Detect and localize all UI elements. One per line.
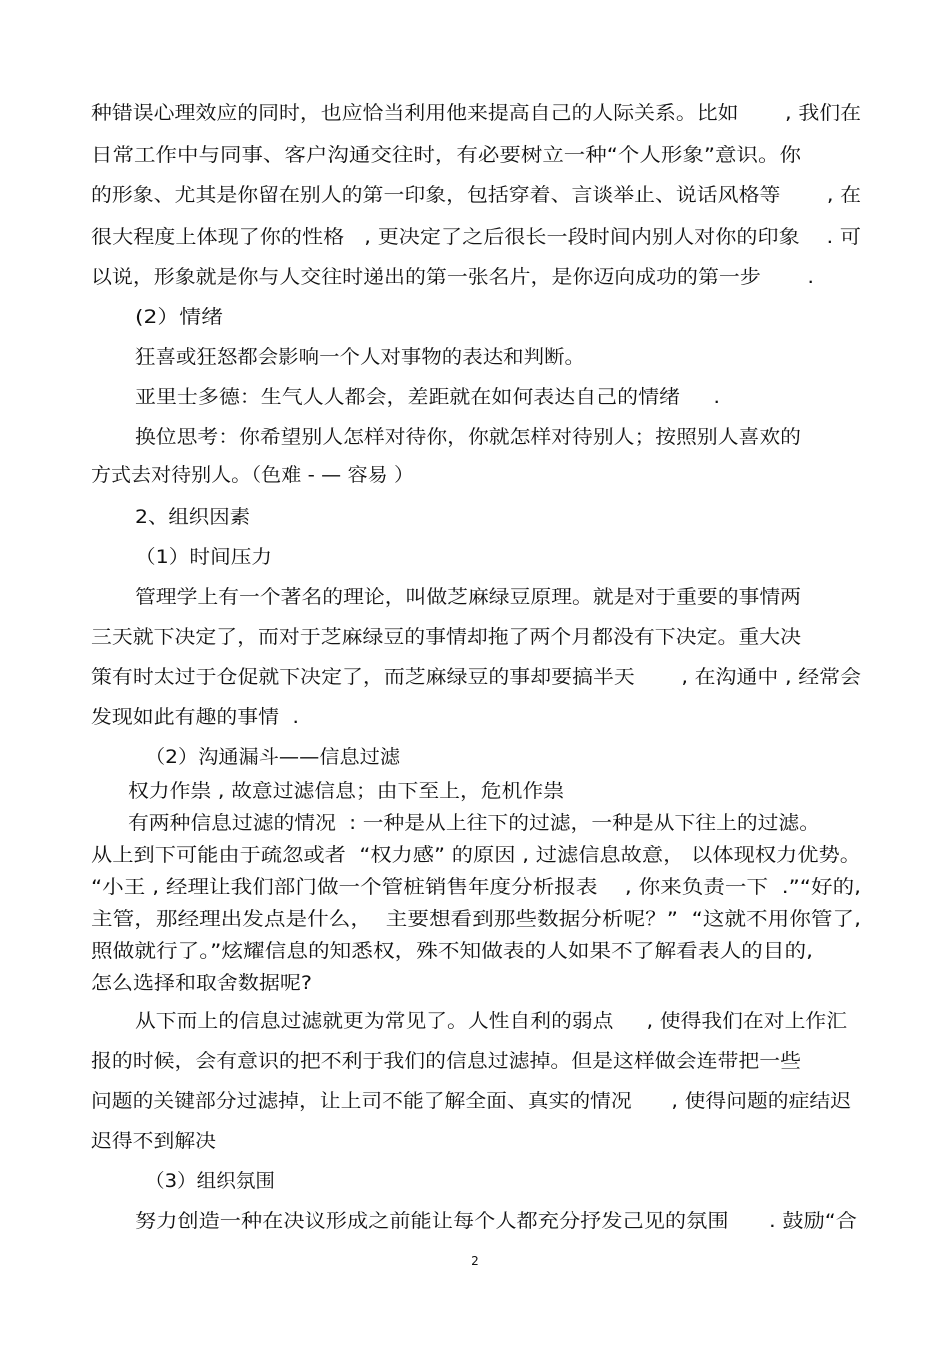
body-text-line: 迟得不到解决 xyxy=(91,1130,216,1152)
body-text-line: 报的时候，会有意识的把不利于我们的信息过滤掉。但是这样做会连带把一些 xyxy=(91,1050,802,1072)
body-text-line: 努力创造一种在决议形成之前能让每个人都充分抒发己见的氛围 . 鼓励“合 xyxy=(135,1210,857,1232)
body-text-line: 换位思考：你希望别人怎样对待你，你就怎样对待别人；按照别人喜欢的 xyxy=(135,426,801,448)
body-text-line: 权力作祟 , 故意过滤信息；由下至上，危机作祟 xyxy=(128,780,564,802)
body-text-line: 从下而上的信息过滤就更为常见了。人性自利的弱点 , 使得我们在对上作汇 xyxy=(135,1010,847,1032)
body-text-line: 种错误心理效应的同时，也应恰当利用他来提高自己的人际关系。比如 , 我们在 xyxy=(91,102,861,124)
section-heading: 2、组织因素 xyxy=(135,506,250,528)
section-heading: （2）沟通漏斗——信息过滤 xyxy=(145,746,400,768)
section-heading: （3）组织氛围 xyxy=(145,1170,275,1192)
body-text-line: 狂喜或狂怒都会影响一个人对事物的表达和判断。 xyxy=(135,346,585,368)
body-text-line: 以说，形象就是你与人交往时递出的第一张名片，是你迈向成功的第一步 . xyxy=(91,266,814,288)
section-heading: （1）时间压力 xyxy=(135,546,272,568)
body-text-line: 很大程度上体现了你的性格 , 更决定了之后很长一段时间内别人对你的印象 . 可 xyxy=(91,226,861,248)
body-text-line: 日常工作中与同事、客户沟通交往时，有必要树立一种“个人形象”意识。你 xyxy=(91,144,801,166)
body-text-line: 管理学上有一个著名的理论，叫做芝麻绿豆原理。就是对于重要的事情两 xyxy=(135,586,801,608)
body-text-line: “小王 , 经理让我们部门做一个管桩销售年度分析报表 , 你来负责一下 .”“好的, xyxy=(91,876,862,898)
body-text-line: 怎么选择和取舍数据呢? xyxy=(91,972,312,994)
page-number: 2 xyxy=(471,1254,479,1268)
body-text-line: 照做就行了。”炫耀信息的知悉权，殊不知做表的人如果不了解看表人的目的, xyxy=(91,940,813,962)
body-text-line: 有两种信息过滤的情况 : 一种是从上往下的过滤，一种是从下往上的过滤。 xyxy=(128,812,821,834)
section-heading: (2）情绪 xyxy=(135,306,223,328)
body-text-line: 从上到下可能由于疏忽或者 “权力感” 的原因 , 过滤信息故意， 以体现权力优势。 xyxy=(91,844,861,866)
body-text-line: 策有时太过于仓促就下决定了，而芝麻绿豆的事却要搞半天 , 在沟通中 , 经常会 xyxy=(91,666,861,688)
body-text-line: 的形象、尤其是你留在别人的第一印象，包括穿着、言谈举止、说话风格等 , 在 xyxy=(91,184,861,206)
body-text-line: 三天就下决定了，而对于芝麻绿豆的事情却拖了两个月都没有下决定。重大决 xyxy=(91,626,802,648)
body-text-line: 方式去对待别人。（色难 - — 容易 ） xyxy=(91,464,414,486)
body-text-line: 主管，那经理出发点是什么， 主要想看到那些数据分析呢？” “这就不用你管了, xyxy=(91,908,861,930)
body-text-line: 亚里士多德：生气人人都会，差距就在如何表达自己的情绪 . xyxy=(135,386,720,408)
body-text-line: 问题的关键部分过滤掉，让上司不能了解全面、真实的情况 , 使得问题的症结迟 xyxy=(91,1090,852,1112)
body-text-line: 发现如此有趣的事情 . xyxy=(91,706,299,728)
